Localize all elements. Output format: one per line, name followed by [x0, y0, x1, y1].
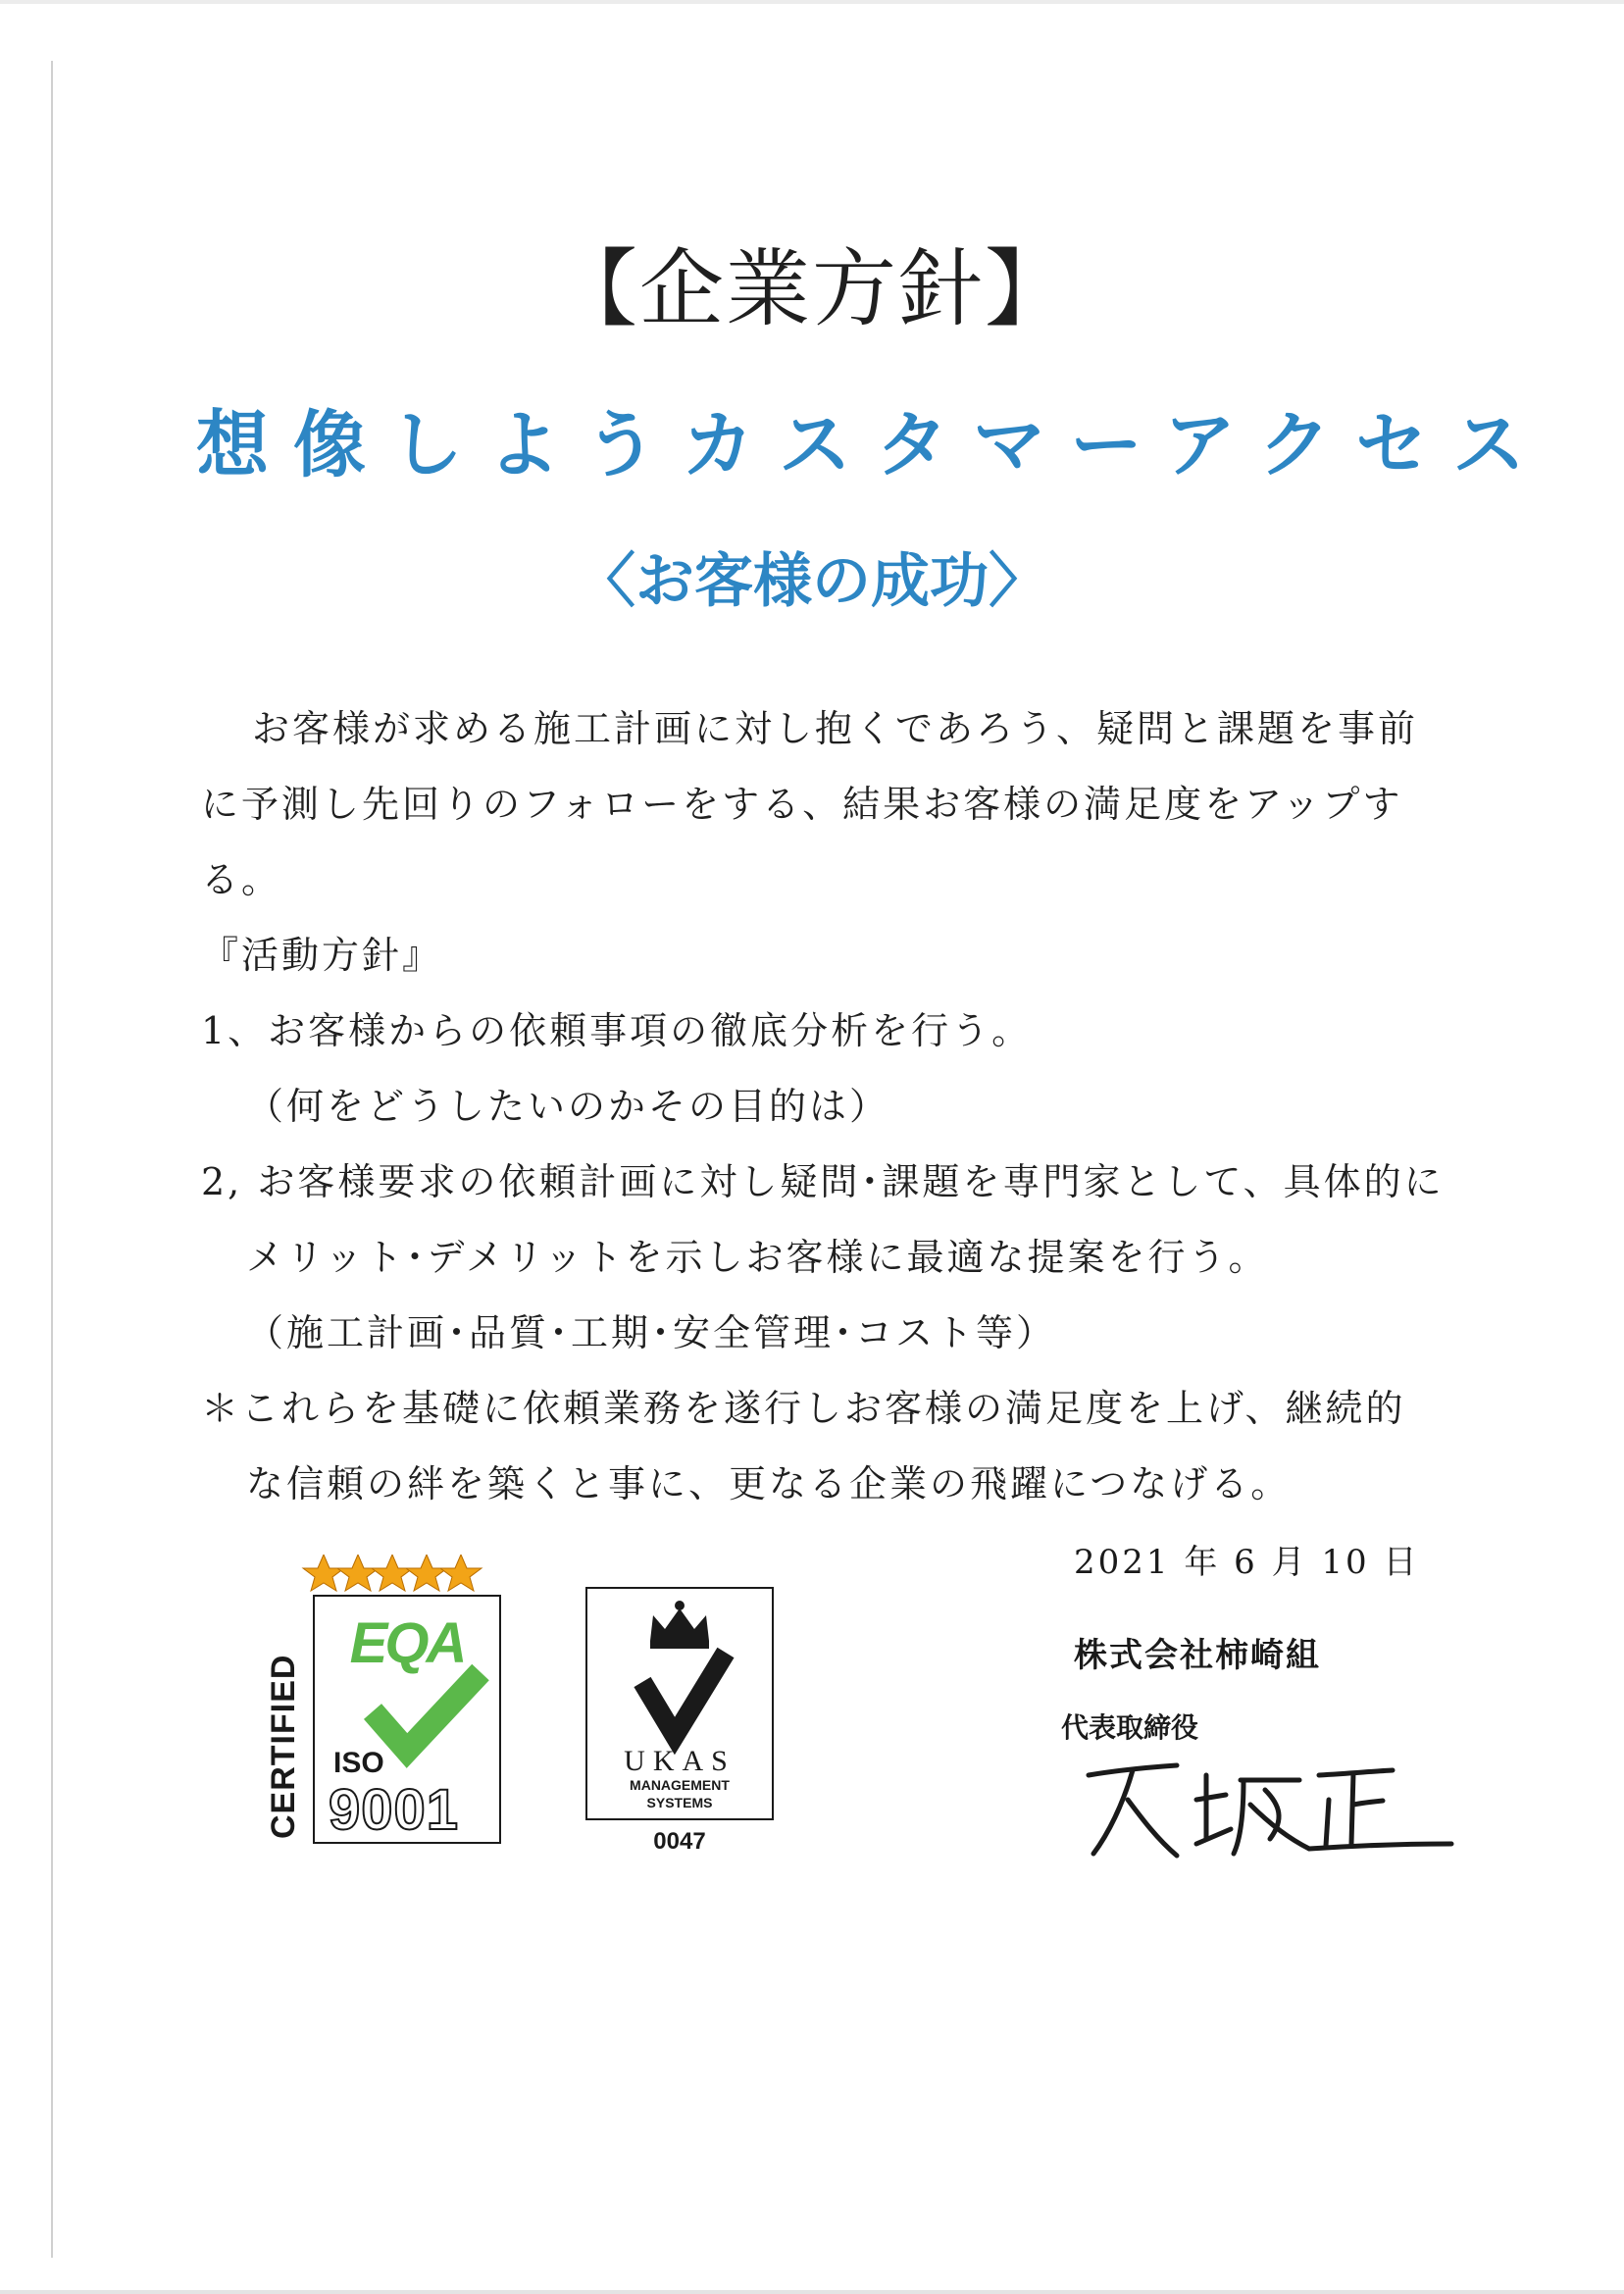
representative-title: 代表取締役 — [1061, 1711, 1199, 1744]
iso-label: ISO — [333, 1747, 384, 1779]
crown-icon — [650, 1601, 709, 1649]
policy-item-2: 2, お客様要求の依頼計画に対し疑問･課題を専門家として、具体的に — [201, 1160, 1445, 1203]
handwritten-signature — [1069, 1746, 1461, 1863]
paragraph-line-2: に予測し先回りのフォローをする、結果お客様の満足度をアップす — [201, 783, 1403, 826]
star-icon — [303, 1555, 344, 1591]
document-title: 【企業方針】 — [553, 240, 1071, 338]
policy-item-2-cont: メリット･デメリットを示しお客様に最適な提案を行う。 — [246, 1236, 1269, 1279]
policy-item-1-note: （何をどうしたいのかその目的は） — [246, 1085, 890, 1128]
ukas-brand: UKAS — [624, 1745, 736, 1777]
activity-policy-heading: 『活動方針』 — [201, 934, 443, 977]
paragraph-line-3: る。 — [201, 858, 282, 901]
star-icon — [406, 1555, 447, 1591]
page-top-edge — [0, 0, 1624, 4]
eqa-brand: EQA — [349, 1611, 465, 1675]
iso-number: 9001 — [329, 1778, 460, 1842]
ukas-number: 0047 — [653, 1828, 706, 1855]
certified-label: CERTIFIED — [265, 1654, 302, 1839]
ukas-line1: MANAGEMENT — [630, 1777, 730, 1793]
subslogan: 〈お客様の成功〉 — [577, 547, 1047, 616]
policy-summary-cont: な信頼の絆を築くと事に、更なる企業の飛躍につなげる。 — [246, 1462, 1292, 1505]
star-icon — [337, 1555, 379, 1591]
policy-body — [201, 691, 1466, 1522]
star-icon — [372, 1555, 413, 1591]
issue-date: 2021 年 6 月 10 日 — [1074, 1543, 1420, 1582]
page-bottom-edge — [0, 2290, 1624, 2294]
checkmark-icon — [642, 1653, 726, 1736]
ukas-line2: SYSTEMS — [646, 1795, 713, 1810]
page-left-edge — [51, 61, 53, 2258]
star-row — [303, 1555, 482, 1591]
paragraph-line-1: お客様が求める施工計画に対し抱くであろう、疑問と課題を事前 — [252, 707, 1419, 750]
star-icon — [440, 1555, 482, 1591]
company-name: 株式会社柿崎組 — [1074, 1636, 1321, 1675]
certification-logos — [265, 1555, 794, 1868]
policy-item-1: 1、お客様からの依頼事項の徹底分析を行う。 — [201, 1009, 1033, 1052]
policy-item-2-note: （施工計画･品質･工期･安全管理･コスト等） — [246, 1311, 1057, 1354]
checkmark-icon — [373, 1672, 481, 1751]
policy-summary: ＊これらを基礎に依頼業務を遂行しお客様の満足度を上げ、継続的 — [201, 1387, 1406, 1430]
slogan: 想像しようカスタマーアクセス — [196, 403, 1550, 487]
